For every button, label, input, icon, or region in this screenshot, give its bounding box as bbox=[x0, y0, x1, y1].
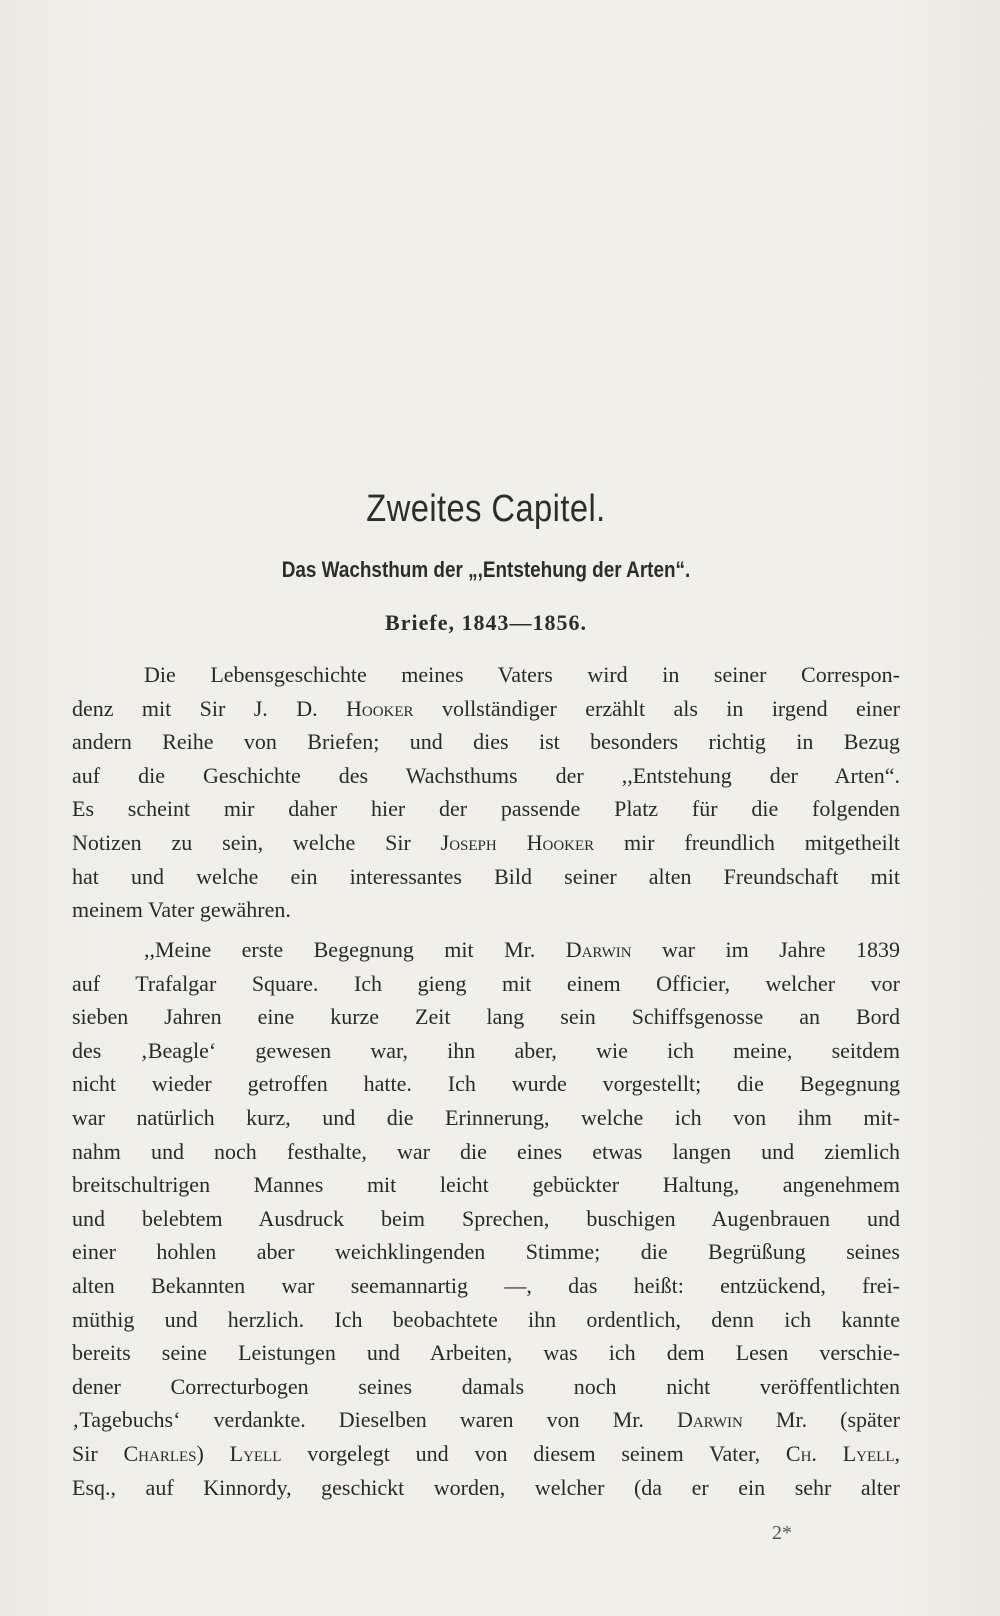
text-line: Esq., auf Kinnordy, geschickt worden, welcher (da er ein sehr alter bbox=[72, 1474, 900, 1500]
text-line: ,,Meine erste Begegnung mit Mr. Darwin war im Jahre 1839 bbox=[144, 937, 900, 962]
text-line: meinem Vater gewähren. bbox=[72, 897, 291, 923]
text-line: sieben Jahren eine kurze Zeit lang sein Schiffsgenosse an Bord bbox=[72, 1004, 900, 1030]
text-line: Es scheint mir daher hier der passende Platz für die folgenden bbox=[72, 796, 900, 822]
text-line: auf die Geschichte des Wachsthums der ,,Entstehung der Arten“. bbox=[72, 762, 900, 788]
text-line: Sir Charles) Lyell vorgelegt und von diesem seinem Vater, Ch. Lyell, bbox=[72, 1440, 900, 1466]
signature-mark: 2* bbox=[772, 1522, 792, 1544]
text-line: denz mit Sir J. D. Hooker vollständiger erzählt als in irgend einer bbox=[72, 695, 900, 721]
text-line: Notizen zu sein, welche Sir Joseph Hooker mir freundlich mitgetheilt bbox=[72, 829, 900, 855]
text-line: breitschultrigen Mannes mit leicht gebückter Haltung, angenehmem bbox=[72, 1172, 900, 1198]
text-line: müthig und herzlich. Ich beobachtete ihn ordentlich, denn ich kannte bbox=[72, 1306, 900, 1332]
text-line: Die Lebensgeschichte meines Vaters wird in seiner Correspon- bbox=[144, 662, 900, 687]
text-line: nahm und noch festhalte, war die eines etwas langen und ziemlich bbox=[72, 1138, 900, 1164]
paragraph-2 bbox=[72, 933, 900, 1504]
text-line: des ‚Beagle‘ gewesen war, ihn aber, wie ich meine, seitdem bbox=[72, 1037, 900, 1063]
text-line: ‚Tagebuchs‘ verdankte. Dieselben waren von Mr. Darwin Mr. (später bbox=[72, 1407, 900, 1433]
text-line: alten Bekannten war seemannartig —, das heißt: entzückend, frei- bbox=[72, 1272, 900, 1298]
chapter-subtitle: Das Wachsthum der „,Entstehung der Arten“. bbox=[281, 557, 691, 582]
paragraph-1 bbox=[72, 658, 900, 927]
chapter-title: Zweites Capitel. bbox=[366, 488, 606, 530]
text-line: dener Correcturbogen seines damals noch nicht veröffentlichten bbox=[72, 1373, 900, 1399]
text-line: nicht wieder getroffen hatte. Ich wurde vorgestellt; die Begegnung bbox=[72, 1071, 900, 1097]
text-line: hat und welche ein interessantes Bild seiner alten Freundschaft mit bbox=[72, 863, 900, 889]
text-line: einer hohlen aber weichklingenden Stimme; die Begrüßung seines bbox=[72, 1239, 900, 1265]
text-line: auf Trafalgar Square. Ich gieng mit einem Officier, welcher vor bbox=[72, 970, 900, 996]
text-line: andern Reihe von Briefen; und dies ist besonders richtig in Bezug bbox=[72, 729, 900, 755]
text-line: und belebtem Ausdruck beim Sprechen, buschigen Augenbrauen und bbox=[72, 1205, 900, 1231]
bleed-through-text bbox=[70, 80, 910, 640]
text-line: war natürlich kurz, und die Erinnerung, welche ich von ihm mit- bbox=[72, 1104, 900, 1130]
chapter-dates: Briefe, 1843—1856. bbox=[385, 610, 587, 635]
text-line: bereits seine Leistungen und Arbeiten, was ich dem Lesen verschie- bbox=[72, 1340, 900, 1366]
